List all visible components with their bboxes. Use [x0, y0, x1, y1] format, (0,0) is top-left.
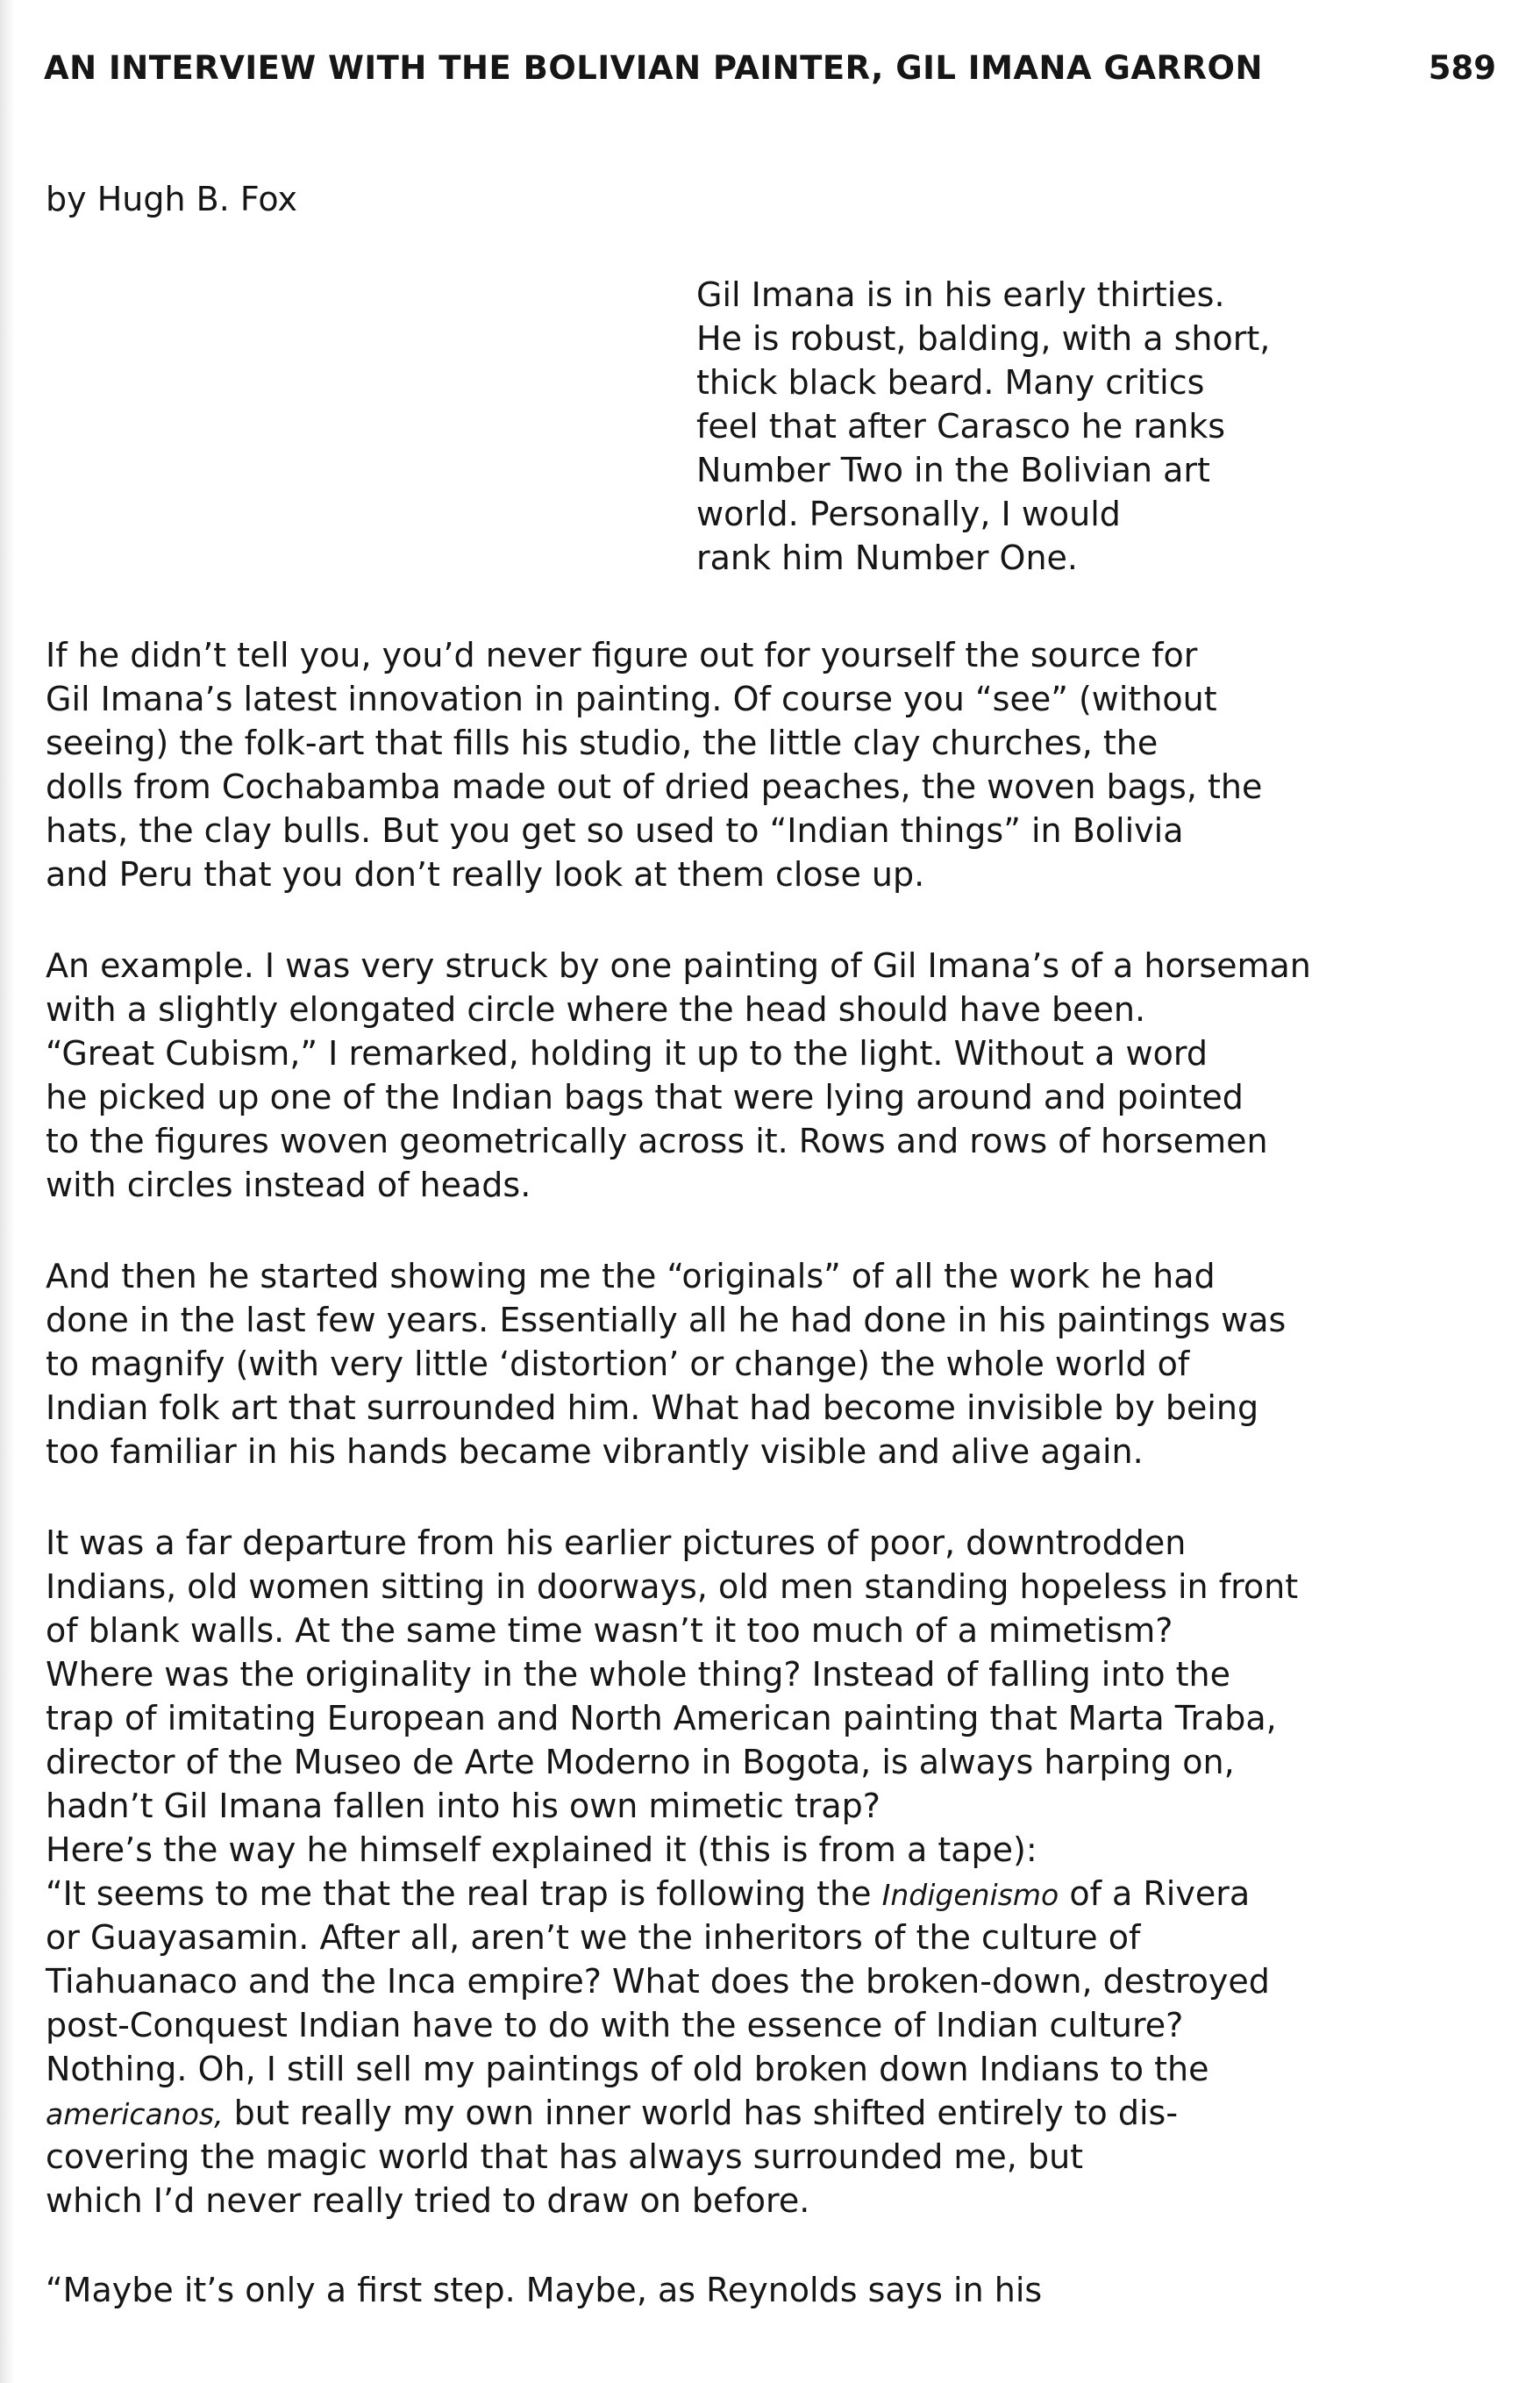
page-edge-shadow — [0, 0, 14, 2383]
paragraph — [46, 633, 1335, 896]
byline: by Hugh B. Fox — [46, 180, 297, 218]
text-line: It was a far departure from his earlier pictures of poor, downtrodden — [46, 1523, 1187, 1562]
paragraph — [46, 2268, 1335, 2312]
paragraph — [46, 1254, 1335, 1473]
text-line: Nothing. Oh, I still sell my paintings of old broken down Indians to the — [46, 2050, 1209, 2088]
text-line: he picked up one of the Indian bags that were lying around and pointed — [46, 1078, 1244, 1117]
text-line: rank him Number One. — [696, 539, 1078, 577]
text-line: He is robust, balding, with a short, — [696, 319, 1271, 358]
text-line: post-Conquest Indian have to do with the essence of Indian culture? — [46, 2006, 1184, 2044]
text-line: An example. I was very struck by one painting of Gil Imana’s of a horseman — [46, 946, 1311, 985]
text-line: Indians, old women sitting in doorways, old men standing hopeless in front — [46, 1567, 1299, 1606]
running-title: AN INTERVIEW WITH THE BOLIVIAN PAINTER, GIL IMANA GARRON — [44, 49, 1263, 87]
text-line: with a slightly elongated circle where the head should have been. — [46, 990, 1146, 1029]
text-line: trap of imitating European and North American painting that Marta Traba, — [46, 1699, 1277, 1737]
intro-sidebar — [696, 273, 1328, 580]
text-line: Gil Imana is in his early thirties. — [696, 275, 1225, 314]
text-line: covering the magic world that has always surrounded me, but — [46, 2137, 1084, 2176]
text-line: Where was the originality in the whole thing? Instead of falling into the — [46, 1655, 1231, 1694]
text-line: thick black beard. Many critics — [696, 363, 1205, 402]
text-line: “Maybe it’s only a first step. Maybe, as Reynolds says in his — [46, 2271, 1043, 2309]
text-line: Tiahuanaco and the Inca empire? What does the broken-down, destroyed — [46, 1962, 1270, 2001]
text-line: Here’s the way he himself explained it (this is from a tape): — [46, 1830, 1037, 1869]
paragraph — [46, 944, 1335, 1207]
text-line: to magnify (with very little ‘distortion’ or change) the whole world of — [46, 1345, 1190, 1383]
text-run: “It seems to me that the real trap is following the — [46, 1874, 882, 1913]
text-line: If he didn’t tell you, you’d never figure out for yourself the source for — [46, 636, 1198, 674]
text-run: but really my own inner world has shifted entirely to dis- — [223, 2094, 1179, 2132]
text-line: Gil Imana’s latest innovation in painting. Of course you “see” (without — [46, 680, 1217, 718]
text-line: Number Two in the Bolivian art — [696, 451, 1210, 489]
page-number: 589 — [1428, 49, 1496, 87]
text-line: seeing) the folk-art that fills his studio, the little clay churches, the — [46, 724, 1159, 762]
text-line: and Peru that you don’t really look at them close up. — [46, 855, 925, 894]
text-line: with circles instead of heads. — [46, 1166, 531, 1204]
text-line: director of the Museo de Arte Moderno in Bogota, is always harping on, — [46, 1743, 1235, 1781]
italic-term: Indigenismo — [881, 1878, 1059, 1912]
text-line: which I’d never really tried to draw on before. — [46, 2181, 810, 2220]
text-line — [46, 2091, 1335, 2135]
text-line: or Guayasamin. After all, aren’t we the inheritors of the culture of — [46, 1918, 1141, 1957]
running-header — [44, 49, 1496, 93]
text-line: world. Personally, I would — [696, 495, 1121, 533]
text-line: dolls from Cochabamba made out of dried peaches, the woven bags, the — [46, 767, 1263, 806]
text-line: done in the last few years. Essentially all he had done in his paintings was — [46, 1301, 1287, 1339]
text-line: too familiar in his hands became vibrantly visible and alive again. — [46, 1432, 1144, 1471]
text-line: of blank walls. At the same time wasn’t it too much of a mimetism? — [46, 1611, 1173, 1650]
text-line: to the figures woven geometrically across it. Rows and rows of horsemen — [46, 1122, 1268, 1160]
paragraph — [46, 1521, 1335, 2222]
text-run: of a Rivera — [1059, 1874, 1251, 1913]
text-line — [46, 1872, 1335, 1916]
text-line: feel that after Carasco he ranks — [696, 407, 1226, 446]
italic-term: americanos, — [46, 2097, 224, 2131]
text-line: Indian folk art that surrounded him. What had become invisible by being — [46, 1388, 1259, 1427]
text-line: hats, the clay bulls. But you get so used to “Indian things” in Bolivia — [46, 811, 1184, 850]
text-line: hadn’t Gil Imana fallen into his own mimetic trap? — [46, 1787, 881, 1825]
text-line: “Great Cubism,” I remarked, holding it up to the light. Without a word — [46, 1034, 1208, 1073]
text-line: And then he started showing me the “originals” of all the work he had — [46, 1257, 1216, 1295]
